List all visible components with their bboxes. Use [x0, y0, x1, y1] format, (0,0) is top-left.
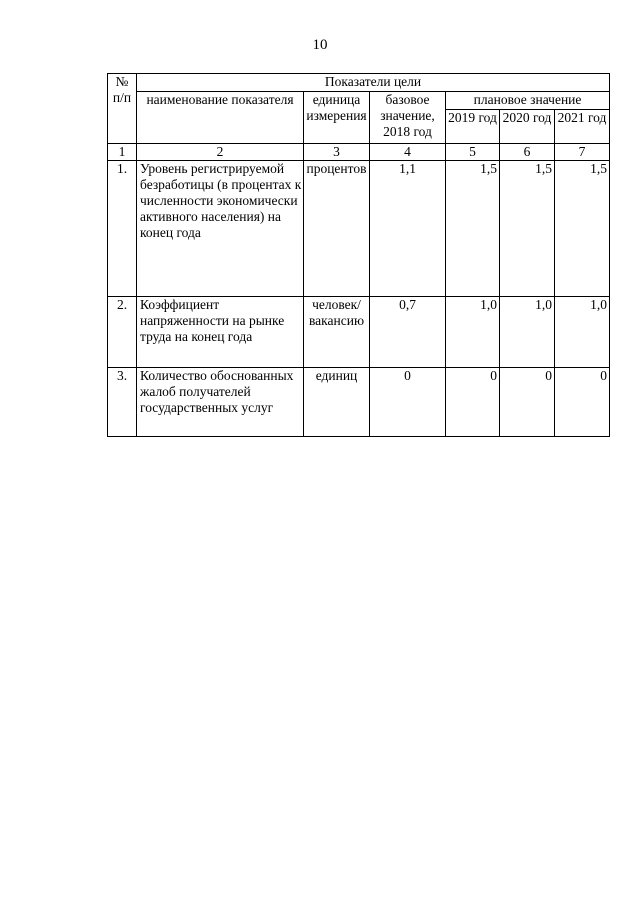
plan-value-2019: 1,0: [446, 297, 500, 368]
row-number: 3.: [108, 368, 137, 437]
column-number: 5: [446, 144, 500, 161]
indicator-unit: единиц: [304, 368, 370, 437]
header-name: наименование показателя: [137, 92, 304, 144]
indicator-unit: человек/ вакансию: [304, 297, 370, 368]
row-number: 2.: [108, 297, 137, 368]
column-number: 1: [108, 144, 137, 161]
column-number: 7: [555, 144, 610, 161]
header-year-2021: 2021 год: [555, 110, 610, 144]
header-year-2019: 2019 год: [446, 110, 500, 144]
indicator-name: Уровень регистрируемой безработицы (в процентах к численности экономически активного населения) на конец года: [137, 161, 304, 297]
plan-value-2021: 0: [555, 368, 610, 437]
plan-value-2019: 1,5: [446, 161, 500, 297]
header-unit: единица измерения: [304, 92, 370, 144]
base-value: 1,1: [370, 161, 446, 297]
plan-value-2019: 0: [446, 368, 500, 437]
base-value: 0,7: [370, 297, 446, 368]
plan-value-2020: 1,5: [500, 161, 555, 297]
row-number: 1.: [108, 161, 137, 297]
plan-value-2020: 1,0: [500, 297, 555, 368]
indicator-name: Количество обоснованных жалоб получателей государственных услуг: [137, 368, 304, 437]
header-no: № п/п: [108, 74, 137, 144]
plan-value-2021: 1,5: [555, 161, 610, 297]
page-number: 10: [312, 37, 328, 53]
column-number: 4: [370, 144, 446, 161]
header-base: базовое значение, 2018 год: [370, 92, 446, 144]
base-value: 0: [370, 368, 446, 437]
header-plan: плановое значение: [446, 92, 610, 110]
indicator-name: Коэффициент напряженности на рынке труда на конец года: [137, 297, 304, 368]
column-number-row: [108, 144, 610, 161]
table-row: [108, 297, 610, 368]
column-number: 2: [137, 144, 304, 161]
column-number: 3: [304, 144, 370, 161]
goal-indicators-table: [107, 73, 610, 437]
plan-value-2021: 1,0: [555, 297, 610, 368]
header-year-2020: 2020 год: [500, 110, 555, 144]
column-number: 6: [500, 144, 555, 161]
table-row: [108, 368, 610, 437]
header-group-title: Показатели цели: [137, 74, 610, 92]
plan-value-2020: 0: [500, 368, 555, 437]
indicator-unit: процентов: [304, 161, 370, 297]
table-row: [108, 161, 610, 297]
